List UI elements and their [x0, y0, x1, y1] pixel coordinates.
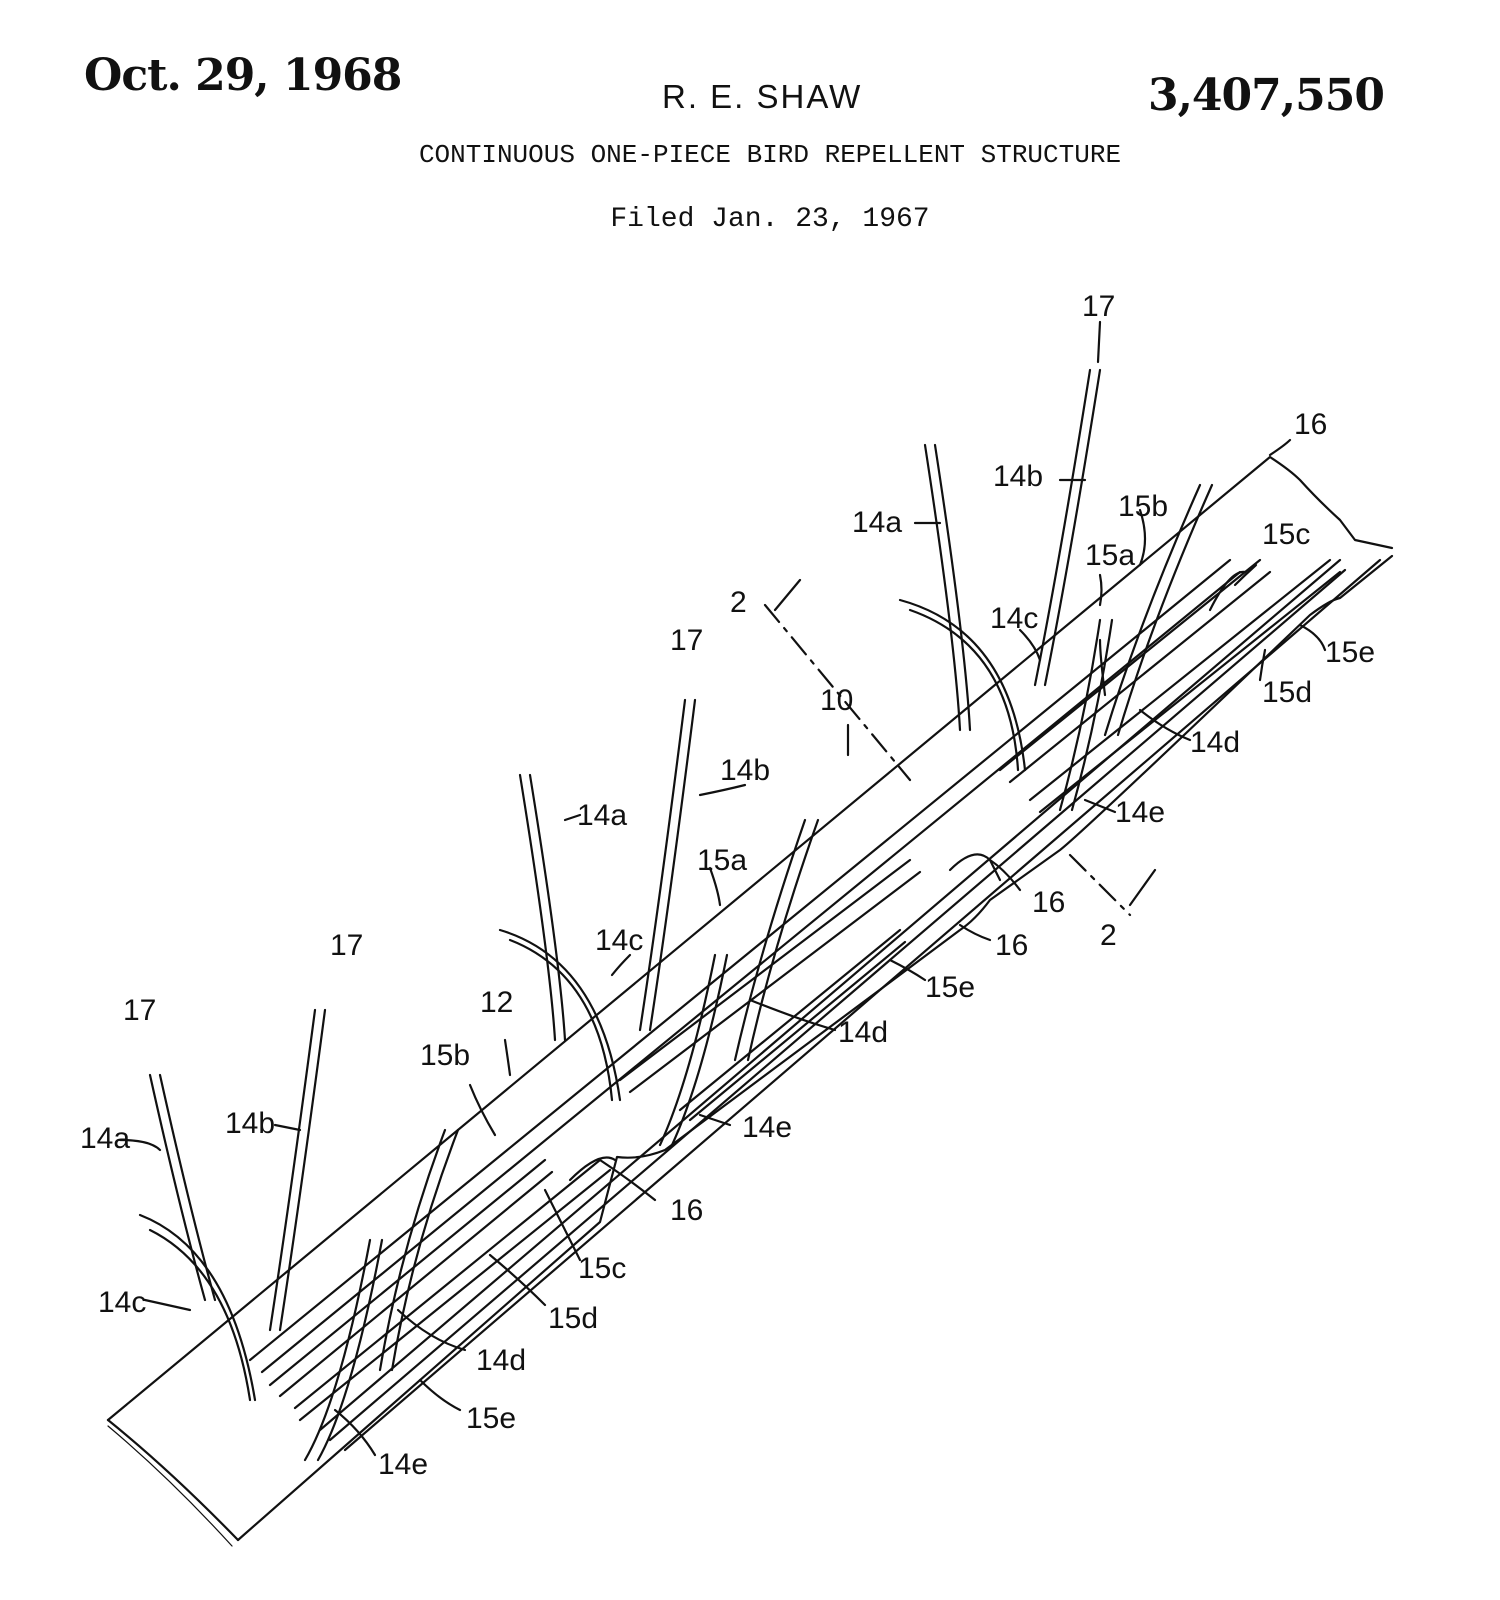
ref-15e-front: 15e — [466, 1402, 517, 1435]
spike-14b-front — [270, 1010, 325, 1330]
ref-14e-rear: 14e — [1115, 796, 1166, 829]
ref-14d-rear: 14d — [1190, 726, 1241, 759]
ref-14a-rear: 14a — [852, 506, 903, 539]
ref-14c-rear: 14c — [990, 602, 1039, 635]
ref-14a-middle: 14a — [577, 799, 628, 832]
ref-2-bottom: 2 — [1100, 919, 1117, 952]
spike-14c-front — [140, 1215, 255, 1400]
ref-15c-front: 15c — [578, 1252, 627, 1285]
patent-title: CONTINUOUS ONE-PIECE BIRD REPELLENT STRUCTURE — [418, 140, 1122, 170]
ref-15b-rear: 15b — [1118, 490, 1169, 523]
ref-15d-front: 15d — [548, 1302, 599, 1335]
patent-number: 3,407,550 — [1148, 70, 1384, 121]
ref-14c-front: 14c — [98, 1286, 147, 1319]
ref-15b-front: 15b — [420, 1039, 471, 1072]
rib-15a — [250, 560, 1240, 1372]
rib-15c — [295, 1160, 610, 1420]
ref-12: 12 — [480, 986, 514, 1019]
ref-17-front-left: 17 — [123, 994, 157, 1027]
ref-16-middle-lower: 16 — [995, 929, 1029, 962]
ref-14b-rear: 14b — [993, 460, 1044, 493]
ref-15c-rear: 15c — [1262, 518, 1311, 551]
ref-16-rear: 16 — [1294, 408, 1328, 441]
ref-17-rear: 17 — [1082, 290, 1116, 323]
ref-15e-middle: 15e — [925, 971, 976, 1004]
ref-15d-rear: 15d — [1262, 676, 1313, 709]
filing-date: Filed Jan. 23, 1967 — [610, 204, 930, 235]
ref-14e-middle: 14e — [742, 1111, 793, 1144]
ref-14b-front: 14b — [225, 1107, 276, 1140]
ref-15a-middle: 15a — [697, 844, 748, 877]
ref-16-front: 16 — [670, 1194, 704, 1227]
ref-17-middle: 17 — [670, 624, 704, 657]
ref-14d-middle: 14d — [838, 1016, 889, 1049]
ref-15e-rear: 15e — [1325, 636, 1376, 669]
ref-2-top: 2 — [730, 586, 747, 619]
spike-14b-middle — [640, 700, 695, 1030]
spike-14d-front — [380, 1130, 458, 1370]
ref-14d-front: 14d — [476, 1344, 527, 1377]
inventor-name: R. E. SHAW — [662, 78, 863, 115]
spike-14a-middle — [520, 775, 565, 1040]
ref-15a-rear: 15a — [1085, 539, 1136, 572]
patent-date: Oct. 29, 1968 — [84, 50, 402, 101]
ref-14c-middle: 14c — [595, 924, 644, 957]
ref-14a-front: 14a — [80, 1122, 131, 1155]
base-strip-front-end — [108, 1420, 238, 1540]
ref-16-middle-upper: 16 — [1032, 886, 1066, 919]
spike-14a-rear — [925, 445, 970, 730]
ref-14b-middle: 14b — [720, 754, 771, 787]
base-strip-top-edge — [108, 457, 1392, 1420]
ref-14e-front: 14e — [378, 1448, 429, 1481]
ref-10: 10 — [820, 684, 854, 717]
spike-14b-rear — [1035, 370, 1100, 685]
ref-17-front-right: 17 — [330, 929, 364, 962]
